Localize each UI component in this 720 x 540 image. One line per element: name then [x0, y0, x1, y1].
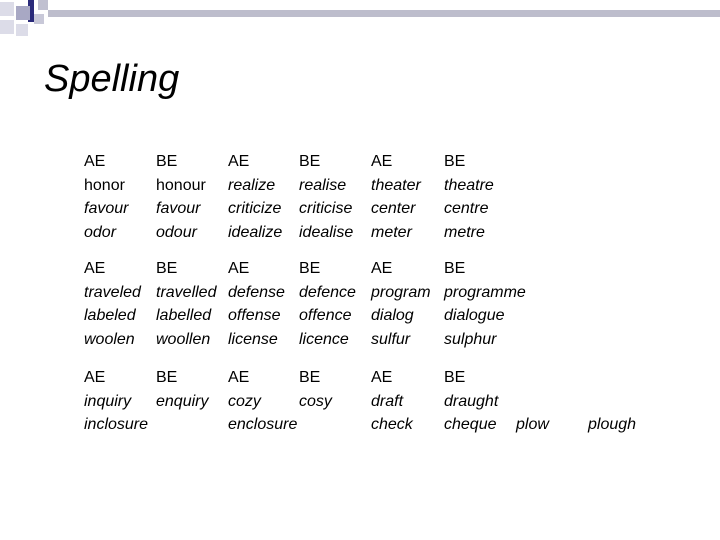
word-cell: cozy [228, 392, 261, 410]
word-cell: program [371, 283, 431, 301]
header-cell: AE [84, 153, 106, 170]
header-cell: BE [444, 260, 466, 277]
word-cell: licence [299, 330, 349, 348]
word-cell: defence [299, 283, 356, 301]
header-cell: AE [228, 260, 250, 277]
header-cell: BE [444, 153, 466, 170]
header-cell: BE [156, 369, 178, 386]
word-cell: draft [371, 392, 404, 410]
word-cell: odour [156, 223, 197, 241]
header-cell: AE [228, 369, 250, 386]
word-cell: honour [156, 176, 206, 194]
word-cell: realise [299, 176, 347, 194]
header-cell: AE [371, 369, 393, 386]
word-cell: sulphur [444, 330, 497, 348]
header-cell: BE [299, 260, 321, 277]
header-cell: BE [156, 153, 178, 170]
word-cell: traveled [84, 283, 141, 301]
word-cell: defense [228, 283, 285, 301]
word-cell: favour [84, 200, 129, 217]
word-cell: criticize [228, 200, 282, 217]
header-cell: BE [444, 369, 466, 386]
word-cell: labeled [84, 307, 136, 324]
word-cell: sulfur [371, 330, 411, 348]
header-cell: AE [371, 260, 393, 277]
word-cell: offence [299, 307, 352, 324]
word-cell: meter [371, 223, 412, 241]
header-cell: BE [299, 369, 321, 386]
word-cell: offense [228, 307, 281, 324]
header-cell: BE [156, 260, 178, 277]
header-cell: AE [371, 153, 393, 170]
word-cell: odor [84, 223, 117, 241]
word-cell: idealise [299, 223, 354, 241]
word-cell: woolen [84, 330, 135, 348]
corner-decoration [0, 0, 720, 60]
word-cell: criticise [299, 200, 353, 217]
word-cell: inclosure [84, 416, 149, 433]
word-cell: dialogue [444, 307, 505, 324]
word-cell: idealize [228, 223, 283, 241]
word-cell: enclosure [228, 416, 298, 433]
header-cell: AE [84, 369, 106, 386]
word-cell: woollen [156, 330, 211, 348]
word-cell: programme [444, 283, 526, 301]
word-cell: theater [371, 176, 421, 194]
word-cell: inquiry [84, 392, 132, 410]
word-cell: labelled [156, 307, 212, 324]
header-cell: AE [228, 153, 250, 170]
word-cell: enquiry [156, 392, 209, 410]
word-cell: check [371, 416, 413, 433]
word-cell: license [228, 330, 278, 348]
word-cell: honor [84, 176, 125, 194]
word-cell: realize [228, 176, 276, 194]
word-cell: centre [444, 200, 489, 217]
word-cell: cosy [299, 392, 332, 410]
word-cell: plow [516, 416, 549, 433]
header-cell: AE [84, 260, 106, 277]
word-cell: plough [588, 416, 637, 433]
word-cell: center [371, 200, 416, 217]
slide-title: Spelling [44, 58, 180, 100]
word-cell: travelled [156, 283, 217, 301]
word-cell: theatre [444, 176, 494, 194]
word-cell: draught [444, 392, 499, 410]
header-cell: BE [299, 153, 321, 170]
word-cell: metre [444, 223, 485, 241]
word-cell: cheque [444, 416, 497, 433]
word-cell: dialog [371, 307, 414, 324]
word-cell: favour [156, 200, 201, 217]
